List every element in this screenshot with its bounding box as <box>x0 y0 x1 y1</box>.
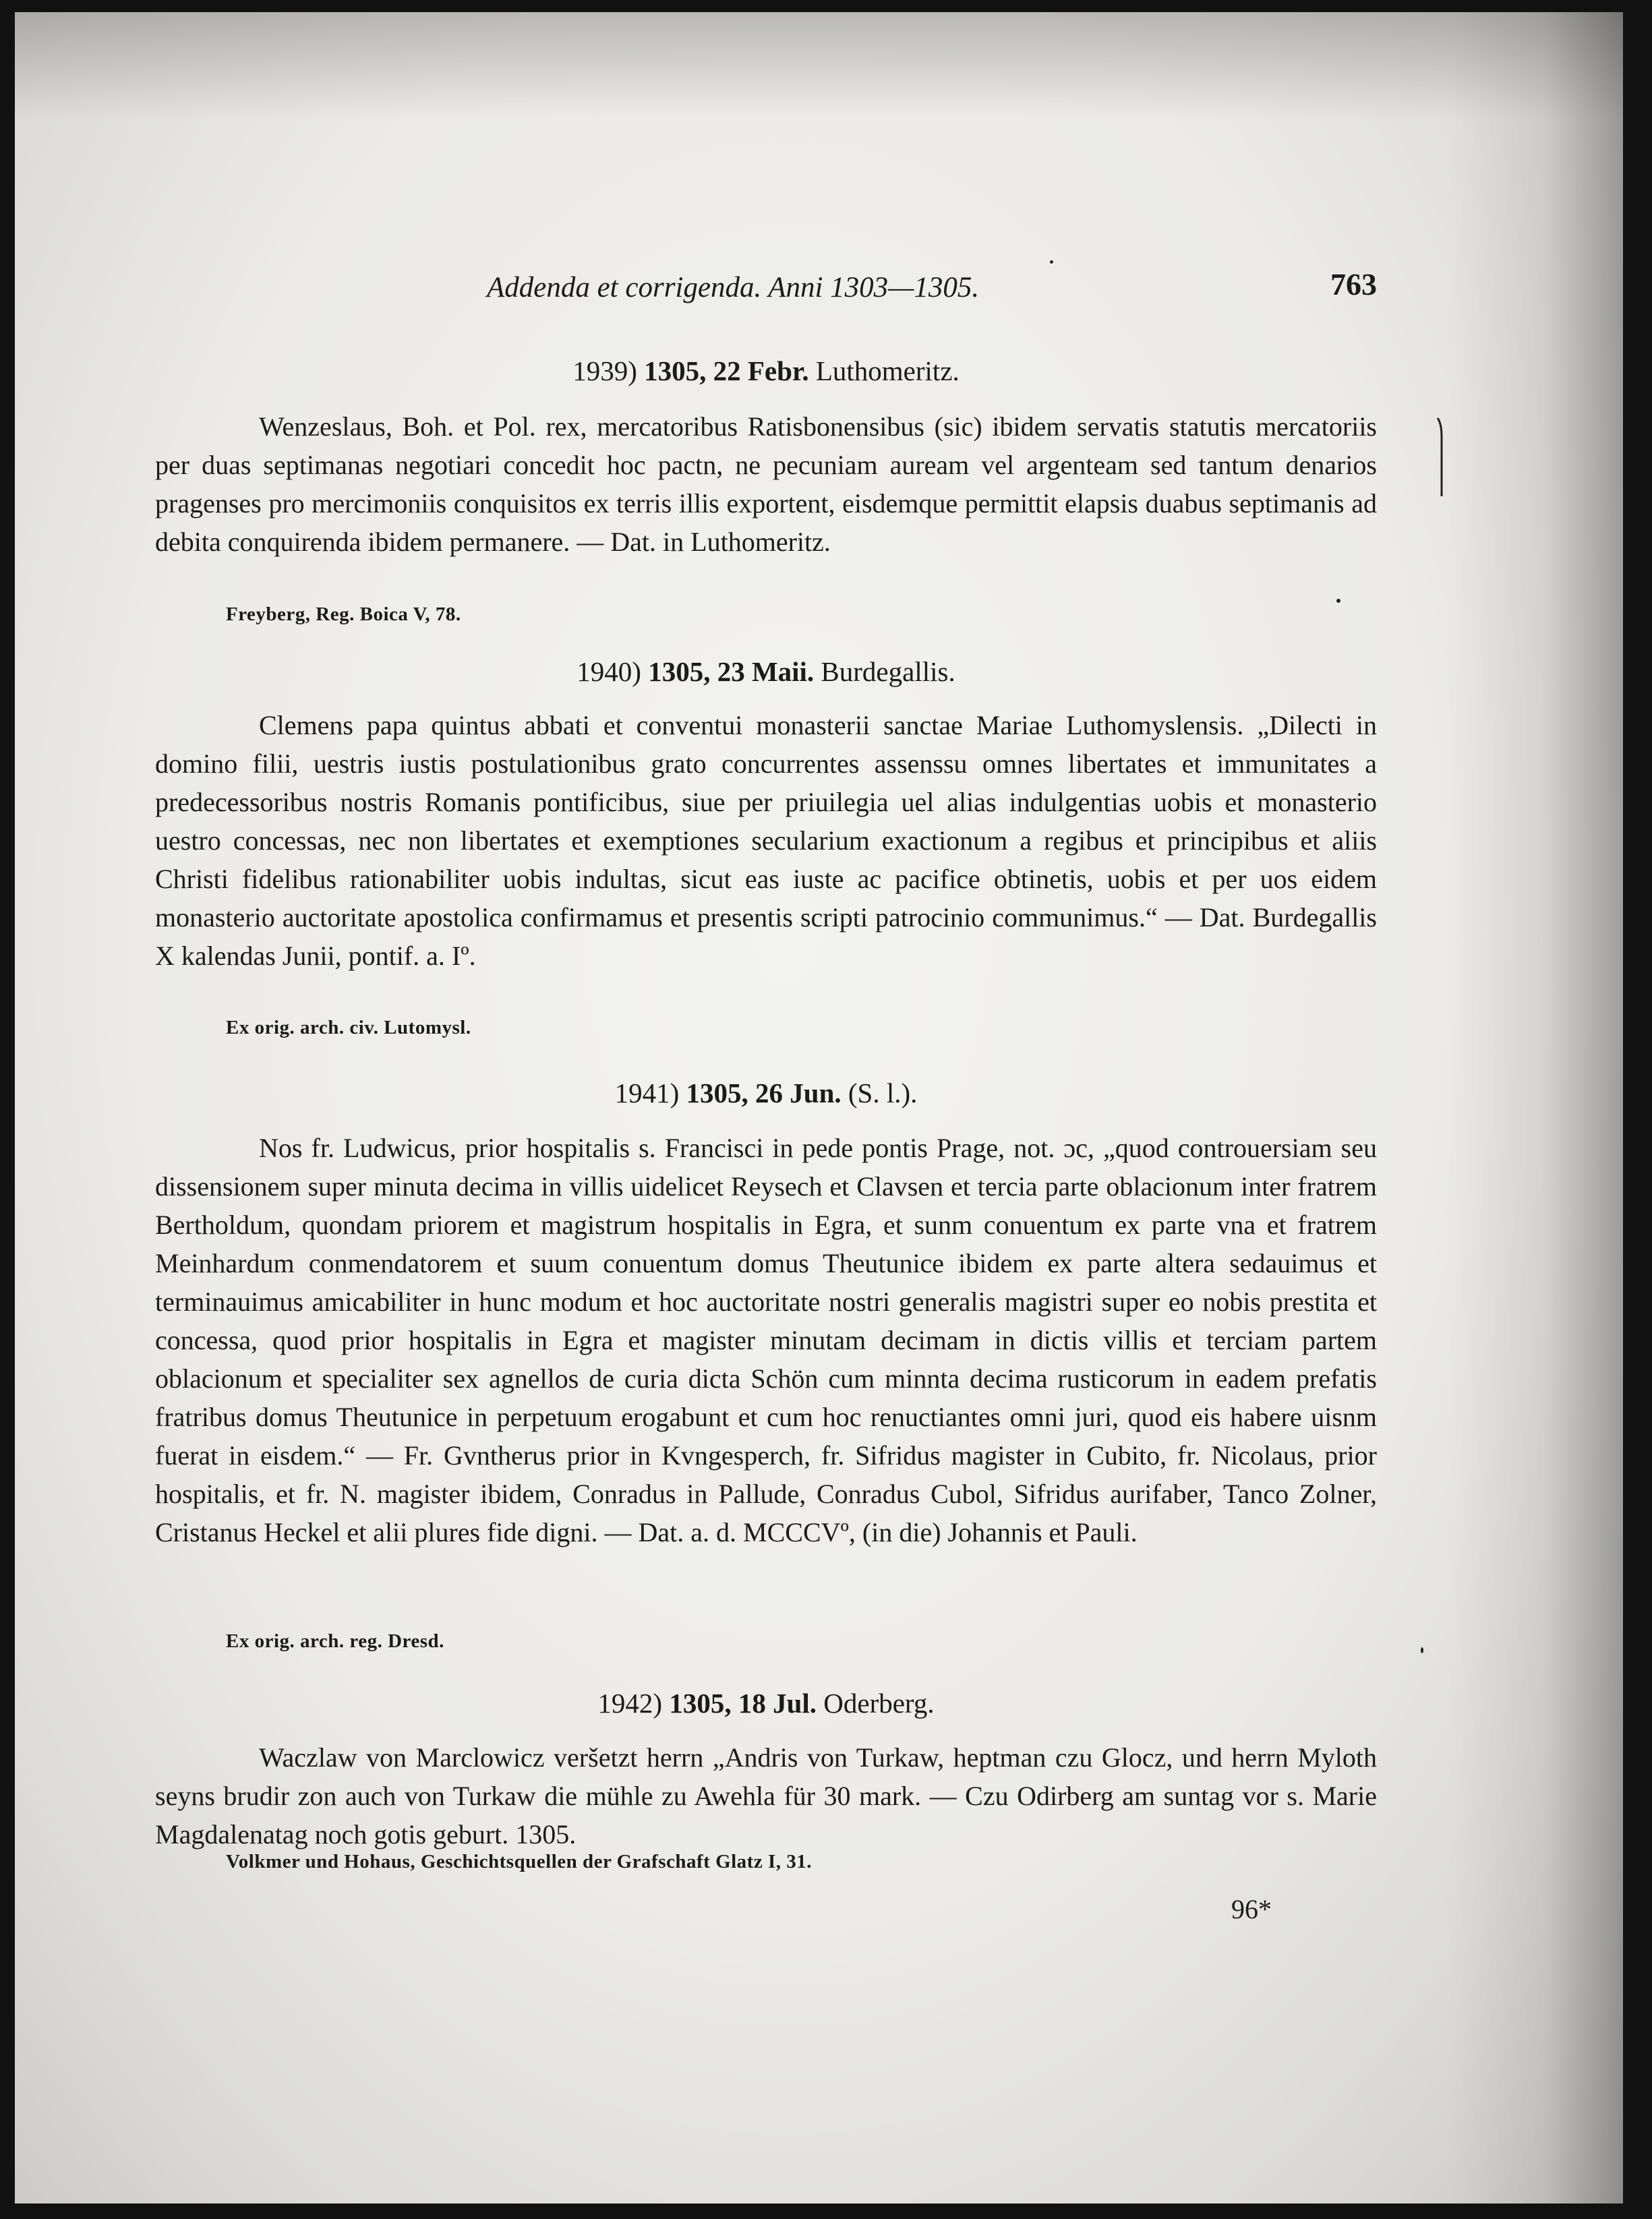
scan-speck <box>1421 1647 1423 1653</box>
entry-source: Ex orig. arch. civ. Lutomysl. <box>226 1017 471 1038</box>
entry-heading: 1939) 1305, 22 Febr. Luthomeritz. <box>572 355 960 386</box>
page-number: 763 <box>1330 267 1377 301</box>
entry-text: Nos fr. Ludwicus, prior hospitalis s. Francisci in pede pontis Prage, not. ɔc, „quod controuersiam seu dissensionem super minuta decima in villis uidelicet Reysech et Clavsen et tercia parte oblacionum inter fratrem Bertholdum, quondam priorem et magistrum hospitalis in Egra, et sunm conuentum ex parte vna et fratrem Meinhardum conmendatorem et suum conuentum domus Theutunice ibidem ex parte altera sedauimus et terminauimus amicabiliter in hunc modum et hoc auctoritate nostri generalis magistri super eo nobis prestita et concessa, quod prior hospitalis in Egra et magister minutam decimam in dictis villis et terciam partem oblacionum et specialiter sex agnellos de curia dicta Schön cum minnta decima rusticorum in eadem prefatis fratribus domus Theutunice in perpetuum erogabunt et cum hoc renuctiantes omni juri, quod eis habere uisnm fuerat in eisdem.“ — Fr. Gvntherus prior in Kvngesperch, fr. Sifridus magister in Cubito, fr. Nicolaus, prior hospitalis, et fr. N. magister ibidem, Conradus in Pallude, Conradus Cubol, Sifridus aurifaber, Tanco Zolner, Cristanus Heckel et alii plures fide digni. — Dat. a. d. MCCCVº, (in die) Johannis et Pauli. <box>155 1133 1377 1547</box>
entry-text: Waczlaw von Marclowicz veršetzt herrn „Andris von Turkaw, heptman czu Glocz, und herrn Myloth seyns brudir zon auch von Turkaw die mühle zu Awehla für 30 mark. — Czu Odirberg am suntag vor s. Marie Magdalenatag noch gotis geburt. 1305. <box>155 1742 1377 1850</box>
entry-source: Freyberg, Reg. Boica V, 78. <box>226 603 461 625</box>
entry-heading: 1940) 1305, 23 Maii. Burdegallis. <box>577 656 955 687</box>
entry-text: Wenzeslaus, Boh. et Pol. rex, mercatoribus Ratisbonensibus (sic) ibidem servatis statutis mercatoriis per duas septimanas negotiari concedit hoc pactn, ne pecuniam auream vel argenteam sed tantum denarios pragenses pro mercimoniis conquisitos ex terris illis exportent, eisdemque permittit elapsis duabus septimanis ad debita conquirenda ibidem permanere. — Dat. in Luthomeritz. <box>155 411 1377 557</box>
margin-bracket-mark <box>1436 417 1446 498</box>
entry-source: Volkmer und Hohaus, Geschichtsquellen der Grafschaft Glatz I, 31. <box>226 1851 812 1872</box>
scan-shadow-top <box>15 12 1623 120</box>
signature-mark: 96* <box>1231 1894 1272 1924</box>
entry-text: Clemens papa quintus abbati et conventui monasterii sanctae Mariae Luthomyslensis. „Dilecti in domino filii, uestris iustis postulationibus grato concurrentes assenssu omnes libertates et immunitates a predecessoribus nostris Romanis pontificibus, siue per priuilegia uel alias indulgentias uobis et monasterio uestro concessas, nec non libertates et exemptiones secularium exactionum a regibus et principibus et aliis Christi fidelibus rationabiliter uobis indultas, sicut eas iuste ac pacifice obtinetis, uobis et per uos eidem monasterio auctoritate apostolica confirmamus et presentis scripti patrocinio communimus.“ — Dat. Burdegallis X kalendas Junii, pontif. a. Iº. <box>155 710 1377 971</box>
scan-speck <box>1050 260 1053 264</box>
entry-heading: 1941) 1305, 26 Jun. (S. l.). <box>614 1077 918 1108</box>
entry-source: Ex orig. arch. reg. Dresd. <box>226 1630 444 1652</box>
running-header <box>487 267 1377 303</box>
scan-speck <box>1336 599 1340 603</box>
running-title: Addenda et corrigenda. Anni 1303—1305. <box>487 272 980 303</box>
entry-heading: 1942) 1305, 18 Jul. Oderberg. <box>597 1688 935 1719</box>
document-page <box>15 12 1623 2203</box>
scan-shadow-edge <box>1448 12 1623 2203</box>
